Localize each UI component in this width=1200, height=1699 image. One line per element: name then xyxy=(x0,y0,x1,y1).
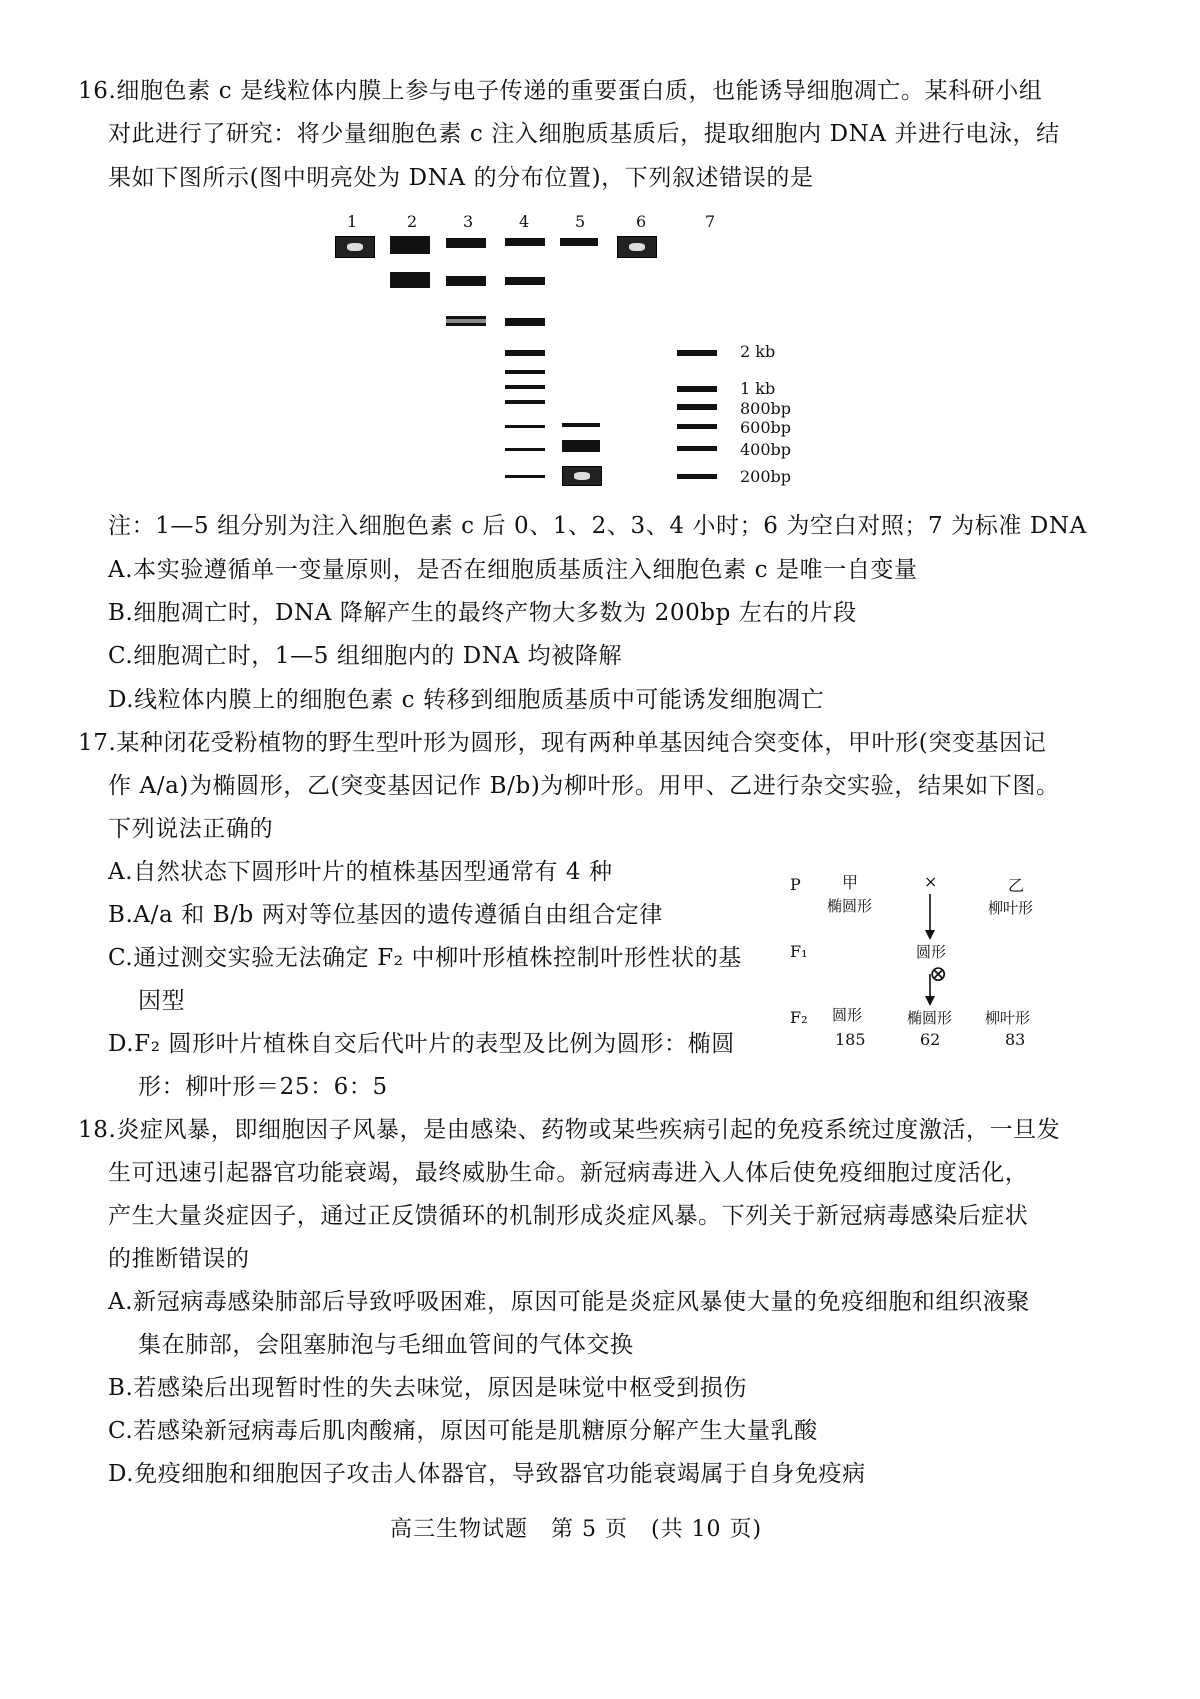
q18-stem-line-3: 产生大量炎症因子，通过正反馈循环的机制形成炎症风暴。下列关于新冠病毒感染后症状 xyxy=(108,1203,1029,1229)
gel-band xyxy=(390,236,430,254)
q17-stem-line-1: 17.某种闭花受粉植物的野生型叶形为圆形，现有两种单基因纯合突变体，甲叶形(突变基因记 xyxy=(78,730,1047,756)
q16-option-a: A.本实验遵循单一变量原则，是否在细胞质基质注入细胞色素 c 是唯一自变量 xyxy=(108,557,918,583)
gel-band xyxy=(505,385,545,389)
q18-option-a: A.新冠病毒感染肺部后导致呼吸困难，原因可能是炎症风暴使大量的免疫细胞和组织液聚 xyxy=(108,1289,1030,1315)
q17-stem-line-2: 作 A/a)为椭圆形，乙(突变基因记作 B/b)为柳叶形。用甲、乙进行杂交实验，结果如下图。 xyxy=(108,773,1060,799)
q18-option-c: C.若感染新冠病毒后肌肉酸痛，原因可能是肌糖原分解产生大量乳酸 xyxy=(108,1418,818,1444)
q17-option-c: C.通过测交实验无法确定 F₂ 中柳叶形植株控制叶形性状的基 xyxy=(108,945,742,971)
q16-stem-line-1: 16.细胞色素 c 是线粒体内膜上参与电子传递的重要蛋白质，也能诱导细胞凋亡。某科研小组 xyxy=(78,78,1043,104)
gel-band xyxy=(677,474,717,479)
q17-stem-line-3: 下列说法正确的 xyxy=(108,816,274,842)
f2-shape-elliptic: 椭圆形 xyxy=(907,1009,953,1027)
q18-option-d: D.免疫细胞和细胞因子攻击人体器官，导致器官功能衰竭属于自身免疫病 xyxy=(108,1461,866,1487)
f1-shape: 圆形 xyxy=(916,943,947,961)
gel-band xyxy=(617,236,657,258)
lane-label-2: 2 xyxy=(407,212,418,231)
gel-band xyxy=(505,238,545,246)
f2-count-elliptic: 62 xyxy=(920,1030,941,1049)
q18-stem-line-4: 的推断错误的 xyxy=(108,1246,250,1272)
q16-option-b: B.细胞凋亡时，DNA 降解产生的最终产物大多数为 200bp 左右的片段 xyxy=(108,600,857,626)
f2-shape-round: 圆形 xyxy=(832,1006,863,1024)
q16-note: 注：1—5 组分别为注入细胞色素 c 后 0、1、2、3、4 小时；6 为空白对照；7 为标准 DNA xyxy=(108,513,1087,539)
parent1-label: 甲 xyxy=(842,873,859,892)
gel-band xyxy=(677,446,717,451)
gel-band xyxy=(505,277,545,285)
gel-band xyxy=(677,404,717,410)
marker-label-600bp: 600bp xyxy=(740,418,792,437)
gel-band xyxy=(505,425,545,428)
q16-stem-line-2: 对此进行了研究：将少量细胞色素 c 注入细胞质基质后，提取细胞内 DNA 并进行电泳，结 xyxy=(108,121,1060,147)
gel-band xyxy=(335,236,375,258)
cross-symbol: × xyxy=(924,872,938,891)
gel-band xyxy=(505,475,545,478)
q17-option-a: A.自然状态下圆形叶片的植株基因型通常有 4 种 xyxy=(108,859,613,885)
lane-label-1: 1 xyxy=(347,212,358,231)
q18-option-b: B.若感染后出现暂时性的失去味觉，原因是味觉中枢受到损伤 xyxy=(108,1375,748,1401)
gel-band xyxy=(562,466,602,486)
parent2-label: 乙 xyxy=(1008,876,1025,895)
f2-count-round: 185 xyxy=(835,1030,866,1049)
gel-band xyxy=(562,423,600,427)
gel-band xyxy=(677,386,717,392)
q17-option-d-cont: 形：柳叶形＝25：6：5 xyxy=(138,1074,388,1100)
q16-option-c: C.细胞凋亡时，1—5 组细胞内的 DNA 均被降解 xyxy=(108,643,623,669)
gel-band xyxy=(446,316,486,326)
q18-stem-line-2: 生可迅速引起器官功能衰竭，最终威胁生命。新冠病毒进入人体后使免疫细胞过度活化， xyxy=(108,1160,1029,1186)
f2-shape-willow: 柳叶形 xyxy=(985,1009,1031,1027)
marker-label-1kb: 1 kb xyxy=(740,379,776,398)
q17-option-b: B.A/a 和 B/b 两对等位基因的遗传遵循自由组合定律 xyxy=(108,902,663,928)
lane-label-6: 6 xyxy=(636,212,647,231)
q16-stem-line-3: 果如下图所示(图中明亮处为 DNA 的分布位置)，下列叙述错误的是 xyxy=(108,165,814,191)
f2-label: F₂ xyxy=(790,1008,808,1027)
gel-band xyxy=(390,272,430,288)
marker-label-2kb: 2 kb xyxy=(740,342,776,361)
gel-band xyxy=(446,238,486,248)
q18-stem-line-1: 18.炎症风暴，即细胞因子风暴，是由感染、药物或某些疾病引起的免疫系统过度激活，一旦发 xyxy=(78,1117,1061,1143)
marker-label-400bp: 400bp xyxy=(740,440,792,459)
gel-band xyxy=(446,276,486,286)
marker-label-200bp: 200bp xyxy=(740,467,792,486)
gel-band xyxy=(560,238,598,246)
gel-band xyxy=(505,350,545,356)
f2-count-willow: 83 xyxy=(1005,1030,1026,1049)
marker-label-800bp: 800bp xyxy=(740,399,792,418)
parent1-shape: 椭圆形 xyxy=(827,897,873,915)
lane-label-3: 3 xyxy=(463,212,474,231)
lane-label-7: 7 xyxy=(705,212,716,231)
lane-label-4: 4 xyxy=(519,212,530,231)
page-footer: 高三生物试题 第 5 页 (共 10 页) xyxy=(390,1517,763,1542)
gel-band xyxy=(562,440,600,452)
gel-band xyxy=(677,424,717,429)
self-symbol: ⊗ xyxy=(929,962,948,987)
q17-option-d: D.F₂ 圆形叶片植株自交后代叶片的表型及比例为圆形：椭圆 xyxy=(108,1031,735,1057)
f1-label: F₁ xyxy=(790,942,808,961)
gel-band xyxy=(677,350,717,356)
gel-band xyxy=(505,318,545,326)
q16-option-d: D.线粒体内膜上的细胞色素 c 转移到细胞质基质中可能诱发细胞凋亡 xyxy=(108,687,825,713)
lane-label-5: 5 xyxy=(575,212,586,231)
gel-band xyxy=(505,400,545,404)
q18-option-a-cont: 集在肺部，会阻塞肺泡与毛细血管间的气体交换 xyxy=(138,1332,634,1358)
gel-band xyxy=(505,370,545,374)
parent2-shape: 柳叶形 xyxy=(988,899,1034,917)
gel-band xyxy=(505,448,545,451)
p-label: P xyxy=(790,875,801,894)
q17-option-c-cont: 因型 xyxy=(138,988,186,1014)
